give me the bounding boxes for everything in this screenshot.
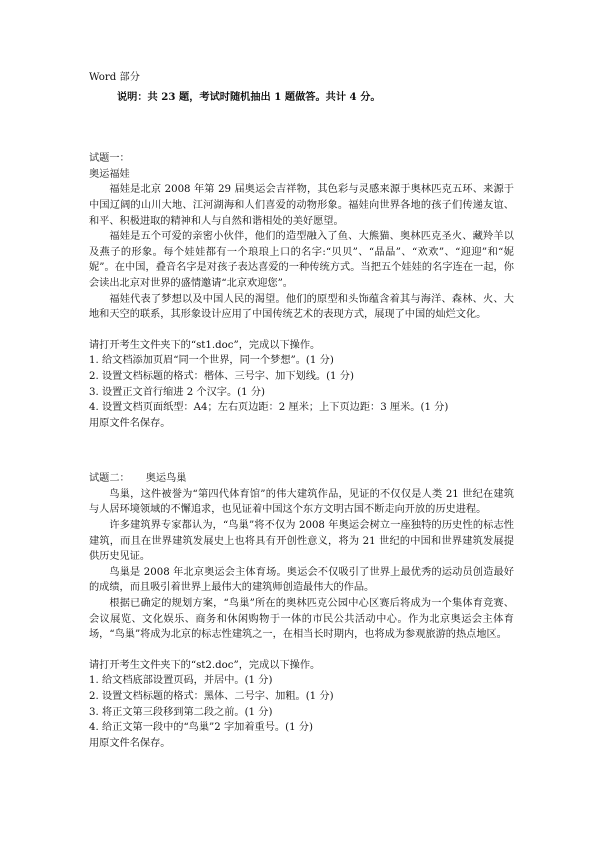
instructions-note: 说明：共 23 题，考试时随机抽出 1 题做答。共计 4 分。 [117, 90, 381, 103]
question-2-label: 试题二： [89, 473, 130, 485]
question-1-title: 奥运福娃 [89, 168, 130, 180]
q1-task-3: 3. 设置正文首行缩进 2 个汉字。(1 分) [89, 386, 266, 398]
question-2-heading [89, 471, 514, 487]
q1-paragraph-2: 福娃是五个可爱的亲密小伙伴，他们的造型融入了鱼、大熊猫、奥林匹克圣火、藏羚羊以及燕子的形象。每个娃娃都有一个琅琅上口的名字:“贝贝”、“晶晶”、“欢欢”、“迎迎”和“妮妮”。在中国，叠音名字是对孩子表达喜爱的一种传统方式。当把五个娃娃的名字连在一起，你会读出北京对世界的盛情邀请“北京欢迎您”。 [89, 231, 514, 289]
q2-task-1: 1. 给文档底部设置页码，并居中。(1 分) [89, 675, 273, 687]
q1-task-4: 4. 设置文档页面纸型：A4；左右页边距：2 厘米；上下页边距：3 厘米。(1 分) [89, 402, 449, 414]
q1-task-2: 2. 设置文档标题的格式：楷体、三号字、加下划线。(1 分) [89, 370, 354, 382]
question-2-title: 奥运鸟巢 [145, 473, 187, 485]
q1-task-1: 1. 给文档添加页眉“同一个世界，同一个梦想”。(1 分) [89, 355, 334, 367]
q1-paragraph-1: 福娃是北京 2008 年第 29 届奥运会吉祥物，其色彩与灵感来源于奥林匹克五环、来源于中国辽阔的山川大地、江河湖海和人们喜爱的动物形象。福娃向世界各地的孩子们传递友谊、和平、积极进取的精神和人与自然和谐相处的美好愿望。 [89, 184, 514, 227]
q1-task-list [89, 338, 514, 432]
q2-paragraph-1: 鸟巢，这件被誉为“第四代体育馆”的伟大建筑作品，见证的不仅仅是人类 21 世纪在建筑与人居环境领域的不懈追求，也见证着中国这个东方文明古国不断走向开放的历史进程。 [89, 488, 514, 516]
section-heading: Word 部分 [89, 72, 140, 83]
q2-task-list [89, 658, 514, 752]
q2-task-intro: 请打开考生文件夹下的“st2.doc”，完成以下操作。 [89, 659, 321, 671]
q1-task-save: 用原文件名保存。 [89, 417, 171, 429]
q1-paragraph-3: 福娃代表了梦想以及中国人民的渴望。他们的原型和头饰蕴含着其与海洋、森林、火、大地和天空的联系，其形象设计应用了中国传统艺术的表现方式，展现了中国的灿烂文化。 [89, 293, 514, 321]
q2-paragraph-3: 鸟巢是 2008 年北京奥运会主体育场。奥运会不仅吸引了世界上最优秀的运动员创造最好的成绩，而且吸引着世界上最伟大的建筑师创造最伟大的作品。 [89, 566, 514, 594]
q2-task-3: 3. 将正文第三段移到第二段之前。(1 分) [89, 706, 273, 718]
q2-task-save: 用原文件名保存。 [89, 737, 171, 749]
q1-task-intro: 请打开考生文件夹下的“st1.doc”，完成以下操作。 [89, 339, 321, 351]
question-1-label: 试题一： [89, 153, 130, 165]
q2-task-2: 2. 设置文档标题的格式：黑体、二号字、加粗。(1 分) [89, 691, 334, 702]
q2-paragraph-2: 许多建筑界专家都认为，“鸟巢”将不仅为 2008 年奥运会树立一座独特的历史性的标志性建筑，而且在世界建筑发展史上也将具有开创性意义，将为 21 世纪的中国和世界建筑发展提供历史见证。 [89, 520, 514, 563]
q2-paragraph-4: 根据已确定的规划方案，“鸟巢”所在的奥林匹克公园中心区赛后将成为一个集体育竞赛、会议展览、文化娱乐、商务和休闲购物于一体的市民公共活动中心。作为北京奥运会主体育场，“鸟巢”将成为北京的标志性建筑之一，在相当长时期内，也将成为参观旅游的热点地区。 [89, 598, 514, 641]
q2-task-4: 4. 给正文第一段中的“鸟巢”2 字加着重号。(1 分) [89, 722, 313, 734]
